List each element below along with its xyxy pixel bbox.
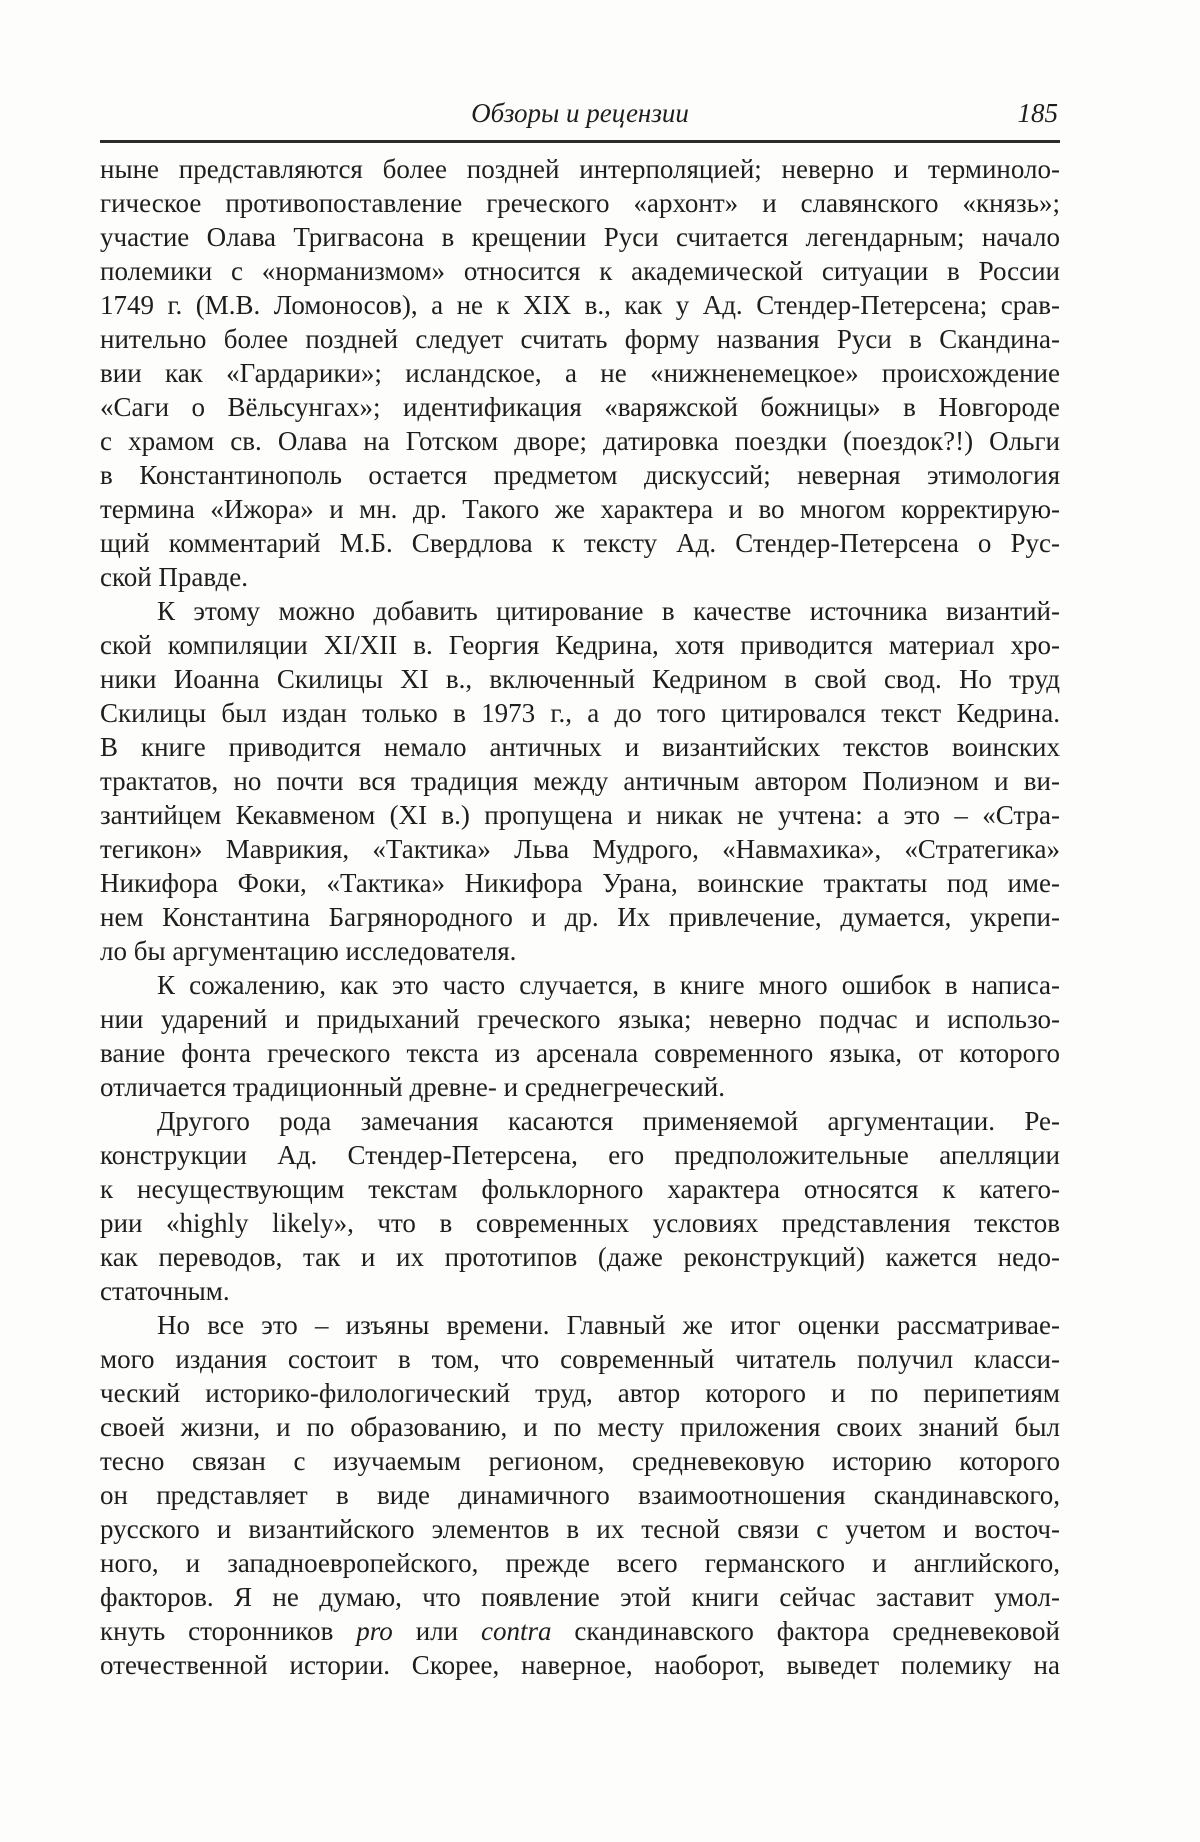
text-line: Никифора Фоки, «Тактика» Никифора Урана, воинские трактаты под име- xyxy=(100,868,1060,898)
page-number: 185 xyxy=(1017,98,1058,128)
italic-text: pro xyxy=(356,1616,393,1646)
text-line: Другого рода замечания касаются применяемой аргументации. Ре- xyxy=(157,1106,1060,1136)
page-body xyxy=(100,152,1060,1682)
text-line: К сожалению, как это часто случается, в книге много ошибок в написа- xyxy=(157,970,1060,1000)
text-line: факторов. Я не думаю, что появление этой книги сейчас заставит умол- xyxy=(100,1582,1060,1612)
text-line: ской Правде. xyxy=(100,562,248,592)
text-segment: скандинавского фактора средневековой xyxy=(551,1616,1060,1646)
text-line: полемики с «норманизмом» относится к академической ситуации в России xyxy=(100,256,1060,286)
text-line: ской компиляции XI/XII в. Георгия Кедрина, хотя приводится материал хро- xyxy=(100,630,1060,660)
text-line: тегикон» Маврикия, «Тактика» Льва Мудрого, «Навмахика», «Стратегика» xyxy=(100,834,1060,864)
text-line: отличается традиционный древне- и среднегреческий. xyxy=(100,1072,725,1102)
paragraph xyxy=(100,152,1060,594)
text-line: как переводов, так и их прототипов (даже реконструкций) кажется недо- xyxy=(100,1242,1060,1272)
text-segment: кнуть сторонников xyxy=(100,1616,357,1646)
text-line: ныне представляются более поздней интерполяцией; неверно и терминоло- xyxy=(100,154,1060,184)
paragraph xyxy=(100,1308,1060,1682)
paragraph xyxy=(100,594,1060,968)
text-line: он представляет в виде динамичного взаимоотношения скандинавского, xyxy=(100,1480,1060,1510)
text-line: рии «highly likely», что в современных условиях представления текстов xyxy=(100,1208,1060,1238)
text-line: трактатов, но почти вся традиция между античным автором Полиэном и ви- xyxy=(100,766,1060,796)
text-line: в Константинополь остается предметом дискуссий; неверная этимология xyxy=(100,460,1060,490)
text-line: термина «Ижора» и мн. др. Такого же характера и во многом корректирую- xyxy=(100,494,1060,524)
text-line xyxy=(100,1614,1060,1648)
text-line: «Саги о Вёльсунгах»; идентификация «варяжской божницы» в Новгороде xyxy=(100,392,1060,422)
text-segment: или xyxy=(392,1616,481,1646)
text-line: вание фонта греческого текста из арсенала современного языка, от которого xyxy=(100,1038,1060,1068)
header-rule xyxy=(100,140,1060,143)
text-line: В книге приводится немало античных и византийских текстов воинских xyxy=(100,732,1060,762)
text-line: участие Олава Тригвасона в крещении Руси считается легендарным; начало xyxy=(100,222,1060,252)
paragraph xyxy=(100,968,1060,1104)
page-content xyxy=(100,0,1060,1682)
text-line: к несуществующим текстам фольклорного характера относятся к катего- xyxy=(100,1174,1060,1204)
text-line: Но все это – изъяны времени. Главный же итог оценки рассматривае- xyxy=(157,1310,1060,1340)
text-line: тесно связан с изучаемым регионом, средневековую историю которого xyxy=(100,1446,1060,1476)
text-line: гическое противопоставление греческого «архонт» и славянского «князь»; xyxy=(100,188,1060,218)
text-line: ло бы аргументацию исследователя. xyxy=(100,936,517,966)
text-line: 1749 г. (М.В. Ломоносов), а не к XIX в., как у Ад. Стендер-Петерсена; срав- xyxy=(100,290,1060,320)
text-line: с храмом св. Олава на Готском дворе; датировка поездки (поездок?!) Ольги xyxy=(100,426,1060,456)
text-line: нем Константина Багрянородного и др. Их привлечение, думается, укрепи- xyxy=(100,902,1060,932)
running-head xyxy=(100,0,1060,130)
text-line: отечественной истории. Скорее, наверное, наоборот, выведет полемику на xyxy=(100,1650,1060,1680)
running-head-title: Обзоры и рецензии xyxy=(471,98,689,128)
text-line: мого издания состоит в том, что современный читатель получил класси- xyxy=(100,1344,1060,1374)
text-line: зантийцем Кекавменом (XI в.) пропущена и никак не учтена: а это – «Стра- xyxy=(100,800,1060,830)
text-line: Скилицы был издан только в 1973 г., а до того цитировался текст Кедрина. xyxy=(100,698,1060,728)
text-line: вии как «Гардарики»; исландское, а не «нижненемецкое» происхождение xyxy=(100,358,1060,388)
text-line: ного, и западноевропейского, прежде всего германского и английского, xyxy=(100,1548,1060,1578)
text-line: конструкции Ад. Стендер-Петерсена, его предположительные апелляции xyxy=(100,1140,1060,1170)
text-line: своей жизни, и по образованию, и по месту приложения своих знаний был xyxy=(100,1412,1060,1442)
text-line: К этому можно добавить цитирование в качестве источника византий- xyxy=(157,596,1060,626)
text-line: нительно более поздней следует считать форму названия Руси в Скандина- xyxy=(100,324,1060,354)
text-line: ческий историко-филологический труд, автор которого и по перипетиям xyxy=(100,1378,1060,1408)
text-line: щий комментарий М.Б. Свердлова к тексту Ад. Стендер-Петерсена о Рус- xyxy=(100,528,1060,558)
text-line: ники Иоанна Скилицы XI в., включенный Кедрином в свой свод. Но труд xyxy=(100,664,1060,694)
text-line: нии ударений и придыханий греческого языка; неверно подчас и использо- xyxy=(100,1004,1060,1034)
paragraph xyxy=(100,1104,1060,1308)
text-line: русского и византийского элементов в их тесной связи с учетом и восточ- xyxy=(100,1514,1060,1544)
text-line: статочным. xyxy=(100,1276,230,1306)
italic-text: contra xyxy=(481,1616,552,1646)
